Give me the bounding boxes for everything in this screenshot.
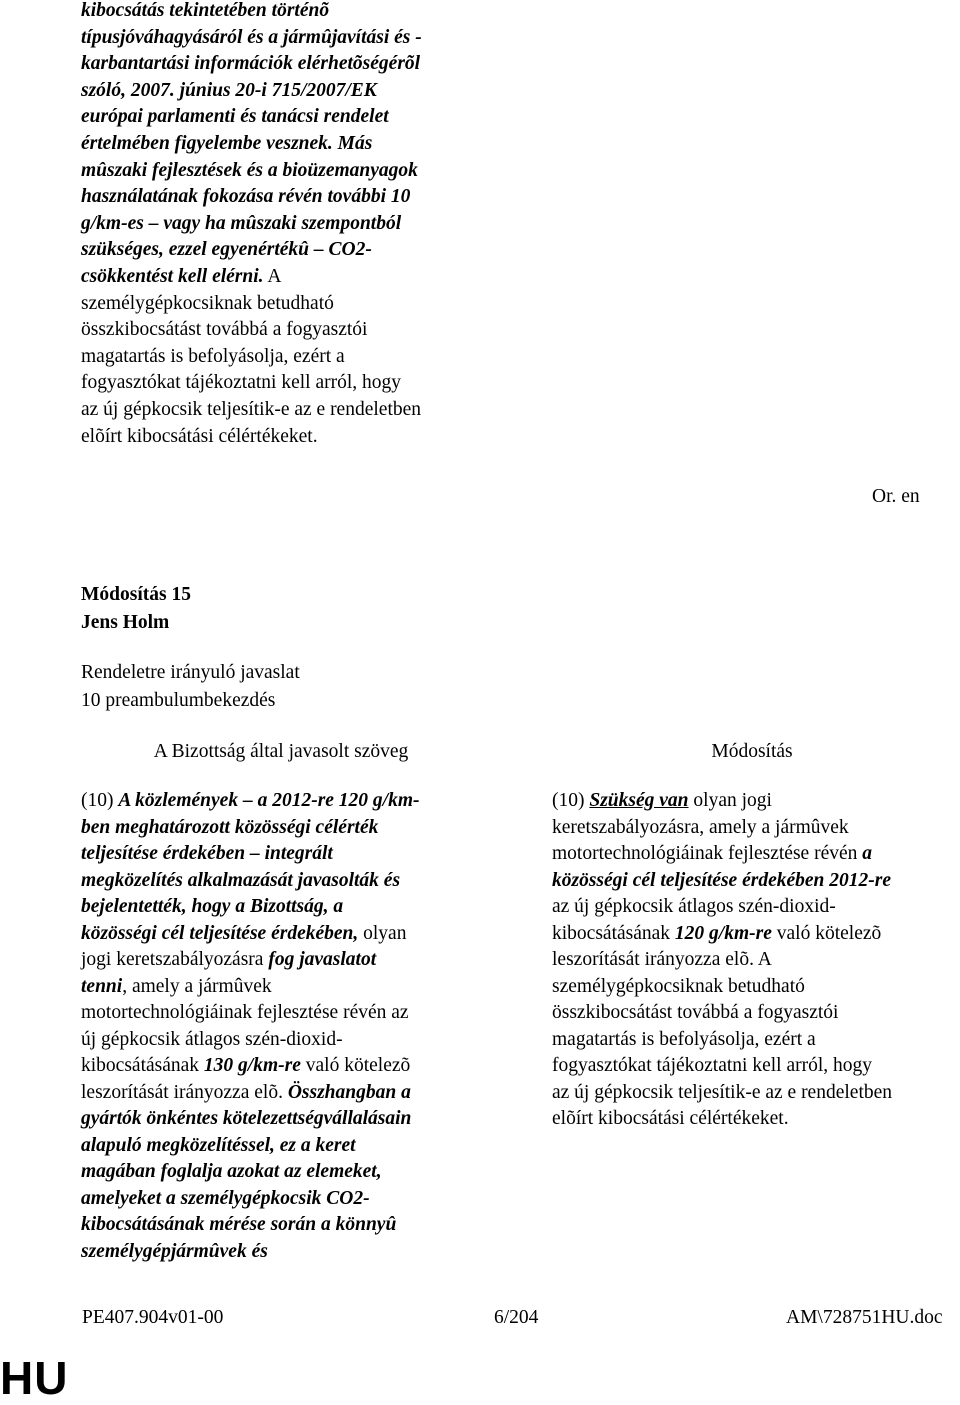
text-run: jogi keretszabályozásra — [81, 949, 269, 970]
text-run: típusjóváhagyásáról és a jármûjavítási és - — [81, 26, 422, 48]
paragraph-line — [81, 346, 345, 368]
paragraph-line — [81, 0, 329, 22]
text-run: fogyasztókat tájékoztatni kell arról, hogy — [81, 372, 402, 394]
text-run: elõírt kibocsátási célértékeket. — [552, 1108, 789, 1129]
text-run: amelyeket a személygépkocsik CO2- — [81, 1187, 370, 1209]
text-run: szükséges, ezzel egyenértékû – CO2- — [81, 239, 372, 261]
amendment-number: Módosítás 15 — [81, 584, 191, 605]
paragraph-line — [81, 399, 421, 421]
text-run: európai parlamenti és tanácsi rendelet — [81, 106, 389, 128]
amendment-text-line — [552, 1082, 892, 1104]
text-run: mûszaki fejlesztések és a bioüzemanyagok — [81, 159, 418, 181]
amendment-text-line — [552, 817, 849, 839]
commission-text-line — [81, 976, 272, 998]
text-run: keretszabályozásra, amely a jármûvek — [552, 816, 849, 838]
footer-file-name: AM\728751HU.doc — [786, 1307, 943, 1328]
text-run: az új gépkocsik teljesítik-e az e rendeletben — [81, 399, 422, 420]
commission-text-line — [81, 896, 343, 918]
commission-text-line — [81, 870, 400, 892]
text-run: Összhangban a — [287, 1081, 411, 1103]
amendment-text-line — [552, 1055, 872, 1077]
text-run: , amely a jármûvek — [122, 975, 272, 997]
paragraph-line — [81, 319, 367, 341]
text-run: magatartás is befolyásolja, ezért a — [552, 1028, 816, 1050]
paragraph-line — [81, 186, 410, 208]
paragraph-line — [81, 133, 372, 155]
paragraph-line — [81, 266, 281, 288]
text-run: személygépkocsiknak betudható — [552, 975, 805, 997]
recital-number: 10 preambulumbekezdés — [81, 690, 276, 711]
commission-text-line — [81, 790, 420, 812]
text-run: elõírt kibocsátási célértékeket. — [81, 425, 318, 447]
text-run: való kötelezõ — [771, 922, 882, 944]
text-run: az új gépkocsik átlagos szén-dioxid- — [552, 896, 836, 917]
text-run: olyan — [358, 922, 407, 944]
text-run: szóló, 2007. június 20-i 715/2007/EK — [81, 79, 377, 101]
amendment-text-line — [552, 896, 836, 918]
text-run: közösségi cél teljesítése érdekében, — [81, 922, 359, 944]
footer-page-number: 6/204 — [494, 1307, 539, 1328]
text-run: a — [862, 843, 872, 864]
text-run: alapuló megközelítéssel, ez a keret — [81, 1134, 356, 1156]
text-run: Szükség van — [589, 790, 689, 811]
paragraph-line — [81, 53, 420, 75]
text-run: karbantartási információk elérhetõségérõl — [81, 53, 421, 75]
commission-text-line — [81, 1161, 382, 1183]
text-run: kibocsátásának mérése során a könnyû — [81, 1214, 397, 1235]
paragraph-line — [81, 160, 418, 182]
commission-text-line — [81, 817, 378, 839]
text-run: személygépkocsiknak betudható — [81, 292, 334, 314]
text-run: összkibocsátást továbbá a fogyasztói — [552, 1002, 839, 1023]
text-run: ben meghatározott közösségi célérték — [81, 816, 379, 838]
left-column-header: A Bizottság által javasolt szöveg — [153, 741, 409, 762]
proposal-title: Rendeletre irányuló javaslat — [81, 662, 300, 683]
text-run: 130 g/km-re — [203, 1055, 301, 1076]
original-language-label: Or. en — [872, 486, 920, 507]
footer-doc-ref: PE407.904v01-00 — [82, 1307, 224, 1328]
text-run: leszorítását irányozza elõ. A — [552, 949, 772, 970]
text-run: fog javaslatot — [268, 949, 377, 970]
commission-text-line — [81, 949, 376, 971]
amendment-text-line — [552, 976, 805, 998]
amendment-text-line — [552, 923, 881, 945]
text-run: tenni — [81, 975, 123, 997]
commission-text-line — [81, 1241, 268, 1263]
commission-text-line — [81, 1002, 409, 1024]
commission-text-line — [81, 1108, 411, 1130]
text-run: kibocsátásának — [552, 922, 675, 944]
text-run: magatartás is befolyásolja, ezért a — [81, 345, 345, 367]
text-run: használatának fokozása révén további 10 — [81, 186, 411, 208]
text-run: bejelentették, hogy a Bizottság, a — [81, 896, 344, 917]
text-run: A közlemények – a 2012-re 120 g/km- — [118, 790, 420, 811]
commission-text-line — [81, 1055, 410, 1077]
commission-text-line — [81, 1188, 370, 1210]
text-run: leszorítását irányozza elõ. — [81, 1081, 288, 1103]
amendment-text-line — [552, 1029, 816, 1051]
text-run: az új gépkocsik teljesítik-e az e rendeletben — [552, 1081, 893, 1103]
text-run: értelmében figyelembe vesznek. Más — [81, 133, 373, 154]
text-run: olyan jogi — [688, 790, 772, 811]
text-run: fogyasztókat tájékoztatni kell arról, hogy — [552, 1055, 873, 1076]
text-run: motortechnológiáinak fejlesztése révén az — [81, 1002, 409, 1023]
text-run: összkibocsátást továbbá a fogyasztói — [81, 319, 368, 341]
text-run: új gépkocsik átlagos szén-dioxid- — [81, 1028, 343, 1050]
amendment-text-line — [552, 1108, 789, 1130]
text-run: kibocsátás tekintetében történõ — [81, 0, 330, 21]
text-run: g/km-es – vagy ha mûszaki szempontból — [81, 212, 402, 234]
amendment-text-line — [552, 1002, 838, 1024]
paragraph-line — [81, 426, 318, 448]
text-run: való kötelezõ — [300, 1055, 411, 1076]
amendment-text-line — [552, 870, 891, 892]
language-code: HU — [0, 1352, 69, 1404]
paragraph-line — [81, 80, 377, 102]
amendment-text-line — [552, 949, 772, 971]
amendment-author: Jens Holm — [81, 612, 170, 633]
amendment-text-line — [552, 790, 772, 812]
commission-text-line — [81, 1135, 356, 1157]
text-run: megközelítés alkalmazását javasolták és — [81, 869, 401, 891]
text-run: motortechnológiáinak fejlesztése révén — [552, 843, 863, 864]
commission-text-line — [81, 1082, 411, 1104]
text-run: 120 g/km-re — [674, 922, 772, 944]
text-run: (10) — [81, 790, 119, 811]
paragraph-line — [81, 239, 372, 261]
paragraph-line — [81, 293, 334, 315]
text-run: személygépjármûvek és — [81, 1240, 268, 1262]
text-run: A — [263, 266, 282, 287]
paragraph-line — [81, 213, 401, 235]
paragraph-line — [81, 27, 422, 49]
text-run: (10) — [552, 790, 590, 811]
right-column-header: Módosítás — [711, 741, 793, 762]
commission-text-line — [81, 923, 406, 945]
commission-text-line — [81, 1029, 343, 1051]
paragraph-line — [81, 106, 389, 128]
commission-text-line — [81, 843, 333, 865]
text-run: gyártók önkéntes kötelezettségvállalásain — [81, 1108, 412, 1129]
amendment-text-line — [552, 843, 872, 865]
paragraph-line — [81, 372, 401, 394]
commission-text-line — [81, 1214, 396, 1236]
text-run: magában foglalja azokat az elemeket, — [81, 1161, 382, 1182]
text-run: közösségi cél teljesítése érdekében 2012-re — [552, 869, 891, 891]
text-run: teljesítése érdekében – integrált — [81, 843, 333, 864]
text-run: csökkentést kell elérni. — [81, 266, 264, 287]
text-run: kibocsátásának — [81, 1055, 204, 1076]
